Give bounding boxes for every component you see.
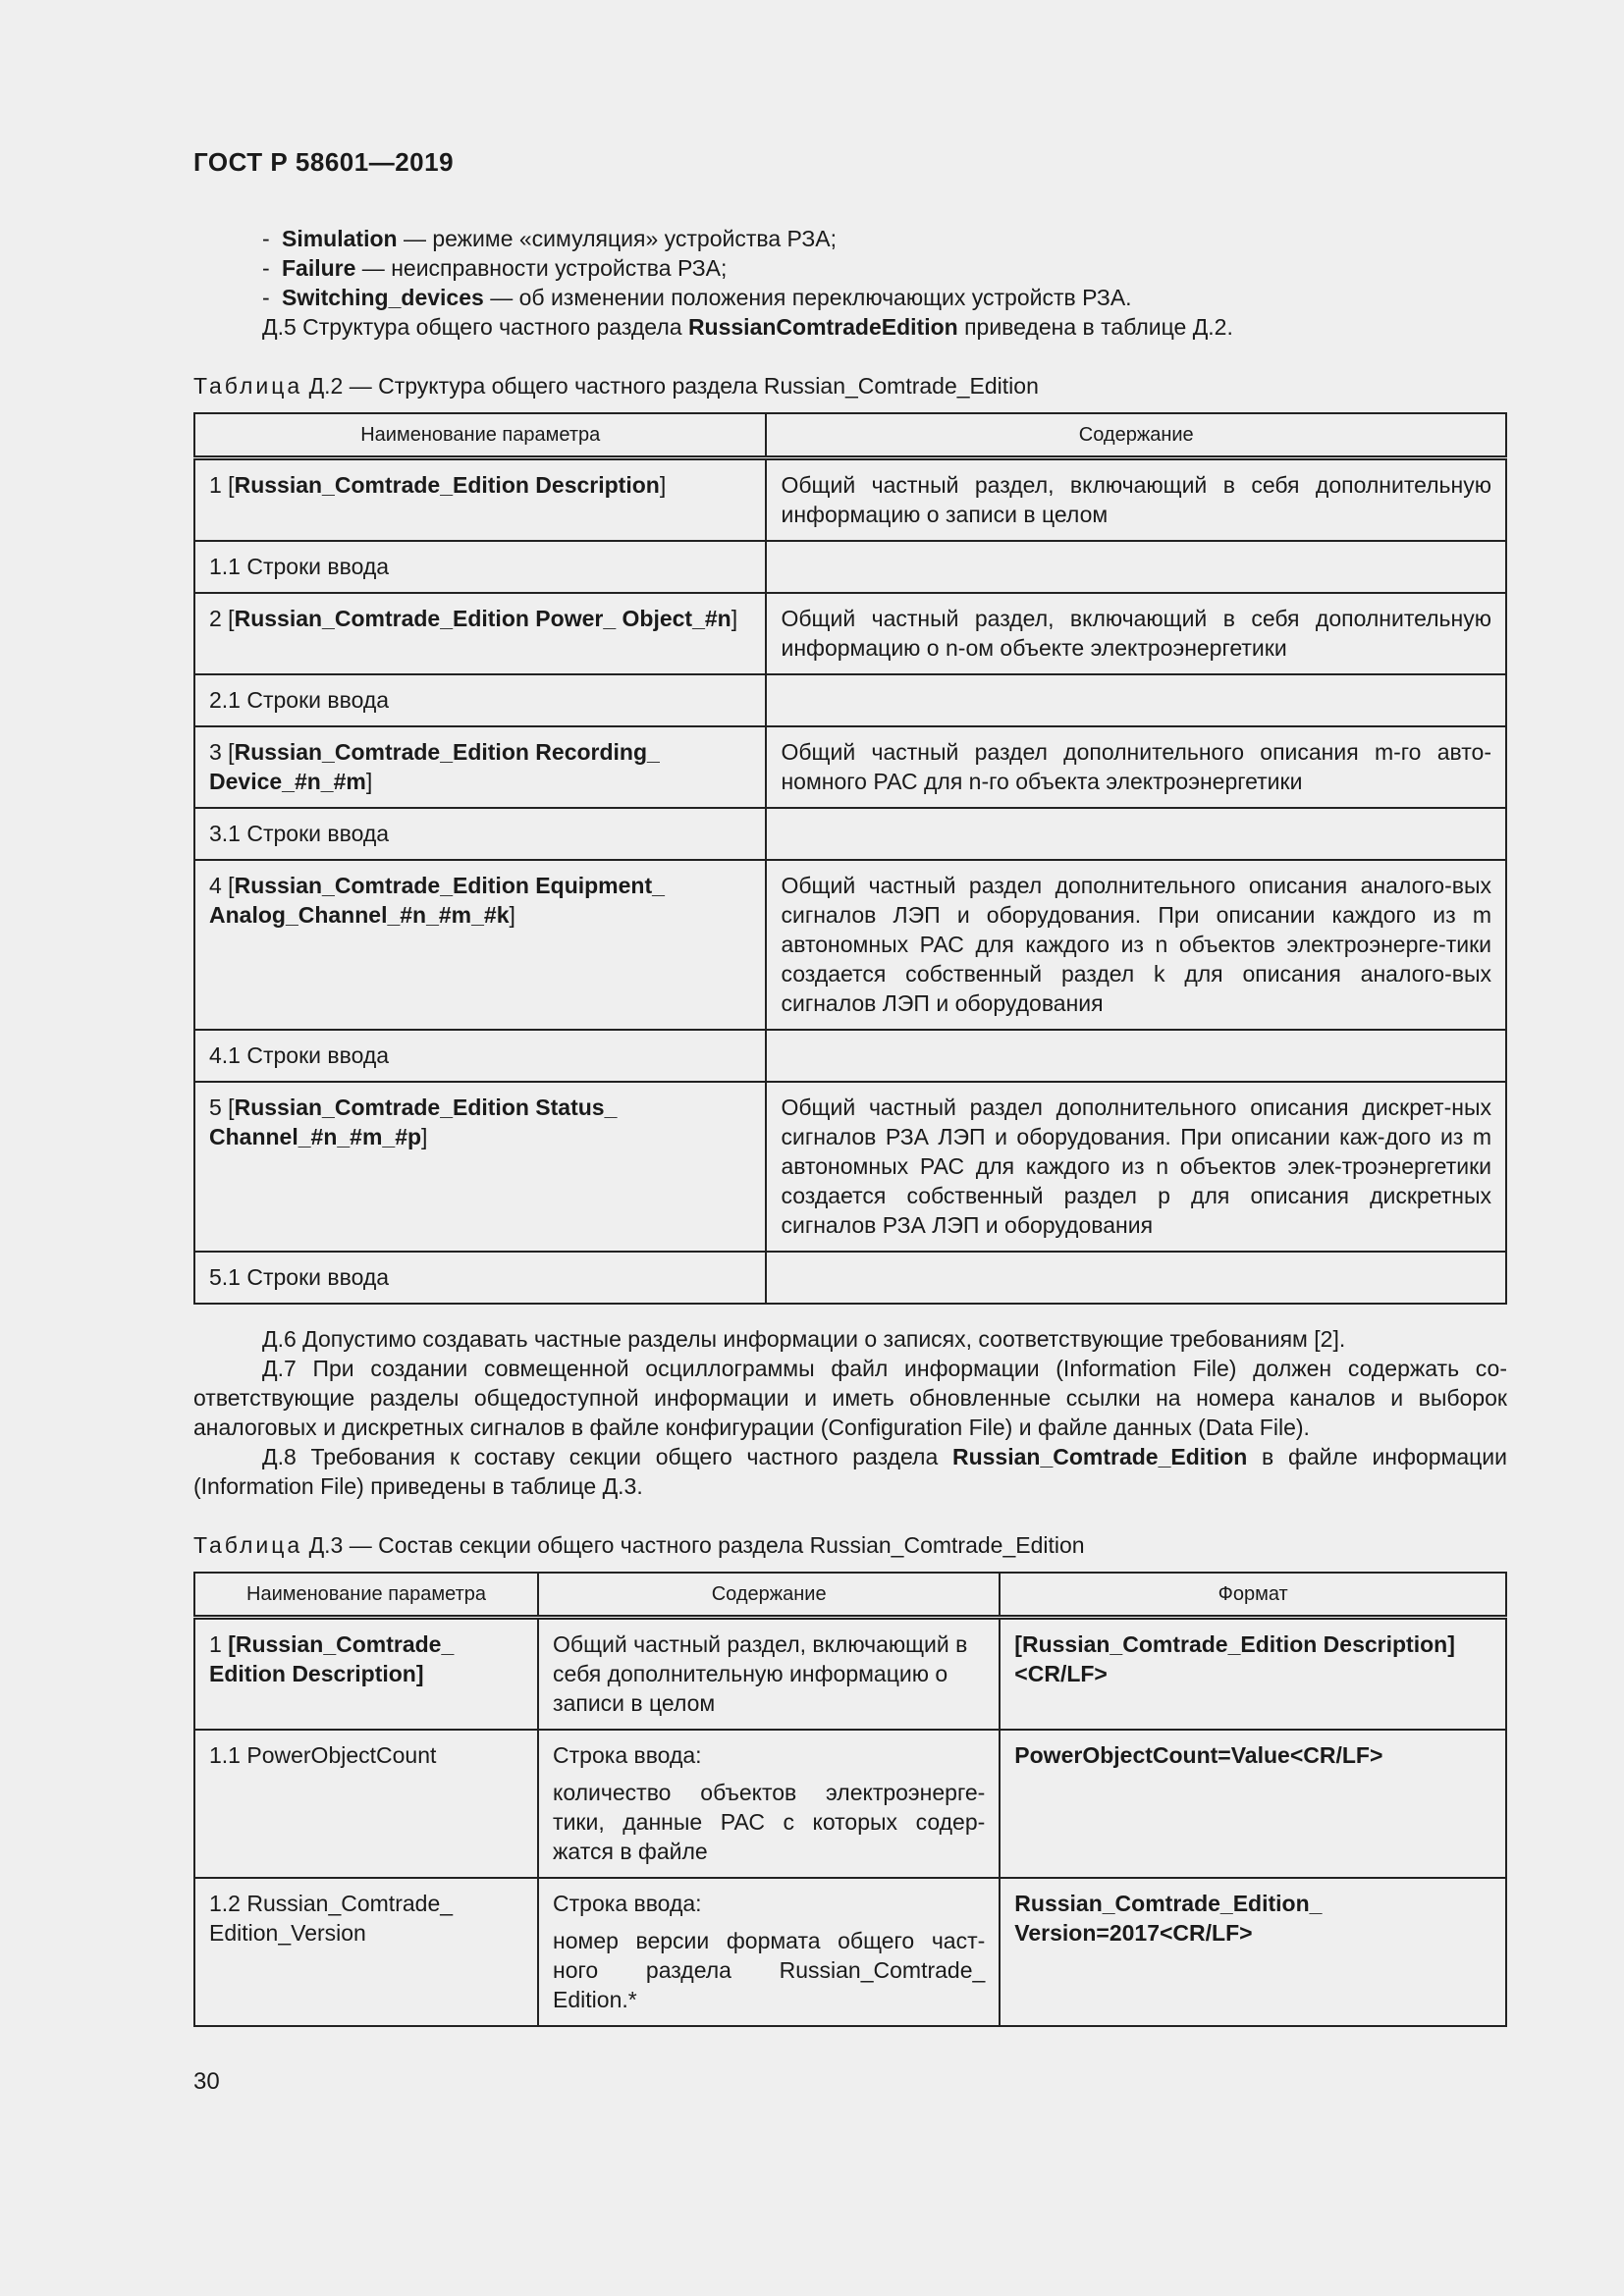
content-cell [766,541,1506,593]
param-name-cell: 1.1 PowerObjectCount [194,1730,538,1878]
table-row [194,541,1506,593]
bullet-item: - Switching_devices — об изменении положения переключающих устройств РЗА. [262,285,1132,310]
content-cell: Строка ввода: номер версии формата общего част-ного раздела Russian_Comtrade_ Edition.* [538,1878,1000,2026]
table2-caption: Таблица Д.2 — Структура общего частного раздела Russian_Comtrade_Edition [193,373,1039,399]
param-name-cell: 2.1 Строки ввода [194,674,766,726]
table-row [194,808,1506,860]
param-name-cell: 1.2 Russian_Comtrade_ Edition_Version [194,1878,538,2026]
table-row [194,1030,1506,1082]
content-cell [766,808,1506,860]
table-row [194,1252,1506,1304]
column-header: Содержание [766,413,1506,458]
column-header: Формат [1000,1573,1506,1618]
param-name-cell: 1 [Russian_Comtrade_ Edition Description] [194,1618,538,1731]
page-content [193,224,1507,2027]
param-name-cell: 3 [Russian_Comtrade_Edition Recording_ Device_#n_#m] [194,726,766,808]
table-row [194,1878,1506,2026]
column-header: Наименование параметра [194,413,766,458]
content-cell: Общий частный раздел дополнительного описания m-го авто-номного РАС для n-го объекта электроэнергетики [766,726,1506,808]
param-name-cell: 5 [Russian_Comtrade_Edition Status_ Channel_#n_#m_#p] [194,1082,766,1252]
paragraph-d6: Д.6 Допустимо создавать частные разделы информации о записях, соответствующие требованиям [2]. [262,1326,1346,1352]
content-cell: Общий частный раздел, включающий в себя дополнительную информацию о записи в целом [766,458,1506,542]
column-header: Наименование параметра [194,1573,538,1618]
content-cell: Общий частный раздел, включающий в себя дополнительную информацию о записи в целом [538,1618,1000,1731]
table-d2 [193,412,1507,1305]
param-name-cell: 4.1 Строки ввода [194,1030,766,1082]
param-name-cell: 3.1 Строки ввода [194,808,766,860]
format-cell: [Russian_Comtrade_Edition Description]<CR/LF> [1000,1618,1506,1731]
table-row [194,1618,1506,1731]
bullet-item: - Failure — неисправности устройства РЗА; [262,255,728,281]
table-header-row [194,1573,1506,1618]
param-name-cell: 5.1 Строки ввода [194,1252,766,1304]
format-cell: PowerObjectCount=Value<CR/LF> [1000,1730,1506,1878]
format-cell: Russian_Comtrade_Edition_ Version=2017<CR/LF> [1000,1878,1506,2026]
content-cell: Общий частный раздел дополнительного описания аналого-вых сигналов ЛЭП и оборудования. При описании каждого из m автономных РАС для каждого из n объектов электроэнерге-тики создается собственный раздел k для описания аналого-вых сигналов ЛЭП и оборудования [766,860,1506,1030]
page-number: 30 [193,2068,220,2095]
content-cell: Общий частный раздел дополнительного описания дискрет-ных сигналов РЗА ЛЭП и оборудования. При описании каж-дого из m автономных РАС для каждого из n объектов элек-троэнергетики создается собственный раздел p для описания дискретных сигналов РЗА ЛЭП и оборудования [766,1082,1506,1252]
param-name-cell: 1.1 Строки ввода [194,541,766,593]
content-cell: Общий частный раздел, включающий в себя дополнительную информацию о n-ом объекте электроэнергетики [766,593,1506,674]
bullet-item: - Simulation — режиме «симуляция» устройства РЗА; [262,226,837,251]
table-d3 [193,1572,1507,2027]
table-row [194,860,1506,1030]
table-header-row [194,413,1506,458]
table-row [194,593,1506,674]
param-name-cell: 1 [Russian_Comtrade_Edition Description] [194,458,766,542]
table3-caption: Таблица Д.3 — Состав секции общего частного раздела Russian_Comtrade_Edition [193,1532,1085,1558]
document-header: ГОСТ Р 58601—2019 [193,147,455,177]
content-cell [766,1252,1506,1304]
paragraph-d7: Д.7 При создании совмещенной осциллограммы файл информации (Information File) должен содержать со-ответствующие разделы общедоступной информации и иметь обновленные ссылки на номера каналов и выборок аналоговых и дискретных сигналов в файле конфигурации (Configuration File) и файле данных (Data File). [193,1356,1507,1440]
paragraph-d8: Д.8 Требования к составу секции общего частного раздела Russian_Comtrade_Edition в файле информации (Information File) приведены в таблице Д.3. [193,1444,1507,1499]
column-header: Содержание [538,1573,1000,1618]
paragraph-d5: Д.5 Структура общего частного раздела RussianComtradeEdition приведена в таблице Д.2. [262,314,1233,340]
content-cell [766,674,1506,726]
table-row [194,1082,1506,1252]
table-row [194,674,1506,726]
table-row [194,458,1506,542]
content-cell: Строка ввода: количество объектов электроэнерге-тики, данные РАС с которых содер-жатся в файле [538,1730,1000,1878]
param-name-cell: 4 [Russian_Comtrade_Edition Equipment_ Analog_Channel_#n_#m_#k] [194,860,766,1030]
param-name-cell: 2 [Russian_Comtrade_Edition Power_ Object_#n] [194,593,766,674]
content-cell [766,1030,1506,1082]
table-row [194,1730,1506,1878]
table-row [194,726,1506,808]
